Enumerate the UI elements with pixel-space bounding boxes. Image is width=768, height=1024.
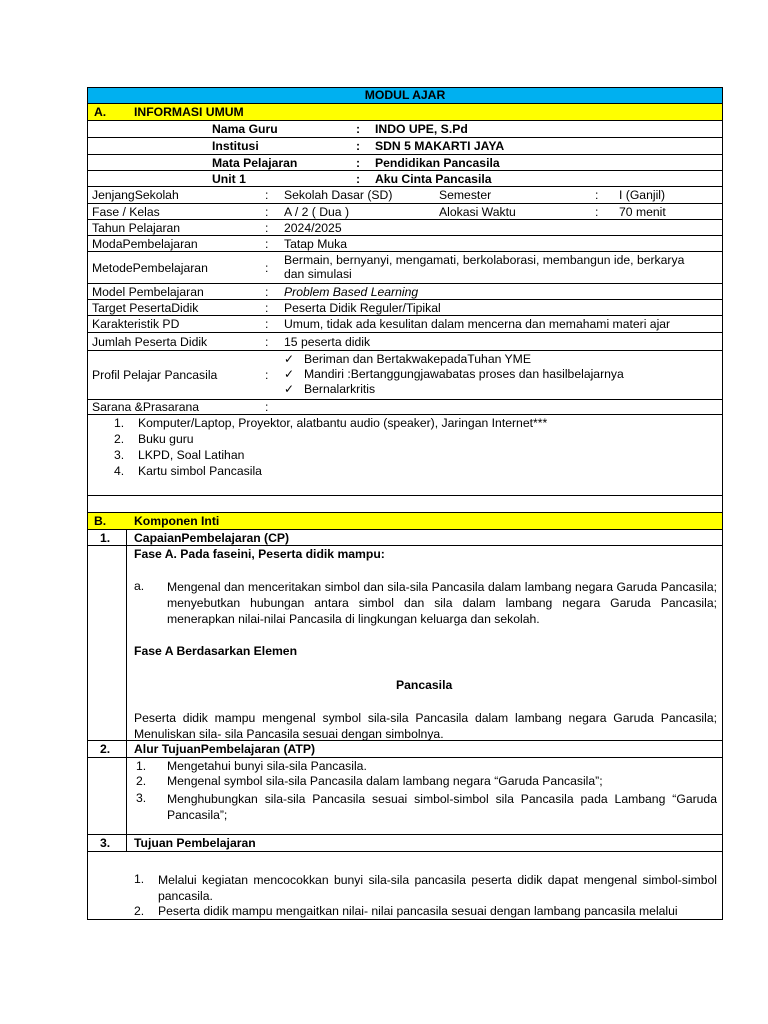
- ident-label: Mata Pelajaran: [212, 156, 298, 170]
- profil-item-text: Mandiri :Bertanggungjawabatas proses dan hasilbelajarnya: [304, 367, 624, 381]
- info-row-sarana: [88, 400, 722, 415]
- info-label: Tahun Pelajaran: [92, 221, 181, 235]
- profil-item: [284, 382, 375, 396]
- atp-item: Menghubungkan sila-sila Pancasila sesuai simbol-simbol sila Pancasila pada Lambang “Garuda Pancasila”;: [167, 792, 717, 822]
- info-label: JenjangSekolah: [92, 188, 179, 202]
- info-value: Problem Based Learning: [284, 285, 419, 299]
- tp-item: Melalui kegiatan mencocokkan bunyi sila-sila pancasila peserta didik dapat mengenal simbol-simbol pancasila.: [158, 873, 717, 903]
- atp-item: Mengenal symbol sila-sila Pancasila dalam lambang negara “Garuda Pancasila”;: [167, 774, 603, 788]
- info-label: Karakteristik PD: [92, 317, 180, 331]
- info-value: A / 2 ( Dua ): [284, 205, 350, 219]
- info-separator: :: [265, 400, 269, 414]
- info-label: Semester: [439, 188, 492, 202]
- info-separator: :: [265, 205, 269, 219]
- list-item: Buku guru: [138, 432, 194, 446]
- spacer-row: [88, 496, 722, 513]
- list-number: 2.: [114, 432, 125, 446]
- cp-elemen-name: Pancasila: [396, 678, 453, 692]
- info-label: MetodePembelajaran: [92, 261, 208, 275]
- list-number: 4.: [114, 464, 125, 478]
- ident-separator: :: [356, 156, 361, 170]
- cp-title: CapaianPembelajaran (CP): [134, 531, 290, 545]
- tp-number: 3.: [100, 836, 111, 850]
- info-row-metode: [88, 252, 722, 284]
- section-a-header: [88, 104, 722, 121]
- info-value: 2024/2025: [284, 221, 342, 235]
- info-value: Sekolah Dasar (SD): [284, 188, 393, 202]
- checkmark-icon: ✓: [284, 352, 295, 366]
- ident-label: Institusi: [212, 139, 259, 153]
- info-value: 70 menit: [619, 205, 666, 219]
- list-number: 2.: [134, 904, 145, 918]
- ident-value: Aku Cinta Pancasila: [375, 172, 492, 186]
- ident-label: Unit 1: [212, 172, 246, 186]
- info-separator: :: [265, 261, 269, 275]
- checkmark-icon: ✓: [284, 382, 295, 396]
- ident-separator: :: [356, 172, 361, 186]
- atp-heading-row: [88, 741, 722, 758]
- profil-item-text: Bernalarkritis: [304, 382, 376, 396]
- info-value: Tatap Muka: [284, 237, 348, 251]
- ident-row-mata-pelajaran: [88, 155, 722, 171]
- profil-item-text: Beriman dan BertakwakepadaTuhan YME: [304, 352, 531, 366]
- section-b-number: B.: [94, 514, 107, 528]
- info-separator: :: [265, 285, 269, 299]
- cp-fase-heading: Fase A. Pada faseini, Peserta didik mampu:: [134, 547, 385, 561]
- page-title: MODUL AJAR: [364, 88, 446, 102]
- atp-title: Alur TujuanPembelajaran (ATP): [134, 742, 316, 756]
- cp-item-letter: a.: [134, 579, 145, 593]
- cp-item-text: Mengenal dan menceritakan simbol dan sila-sila Pancasila dalam lambang negara Garuda Pancasila; menyebutkan hubungan antara simbol dan sila dalam lambang negara Garuda Pancasila; menerapkan nilai-nilai Pancasila di lingkungan keluarga dan sekolah.: [167, 580, 717, 626]
- info-separator: :: [265, 221, 269, 235]
- section-a-title: INFORMASI UMUM: [134, 105, 244, 119]
- cp-number: 1.: [100, 531, 111, 545]
- info-separator: :: [265, 237, 269, 251]
- ident-value: INDO UPE, S.Pd: [375, 122, 468, 136]
- cp-heading-row: [88, 530, 722, 546]
- cp-elemen-text: Peserta didik mampu mengenal symbol sila-sila Pancasila dalam lambang negara Garuda Pancasila; Menuliskan sila- sila Pancasila sesuai dengan simbolnya.: [134, 711, 717, 741]
- info-row-karakteristik: [88, 316, 722, 333]
- cp-content: [88, 546, 722, 741]
- info-row-moda: [88, 236, 722, 252]
- info-row-model: [88, 284, 722, 300]
- atp-item: Mengetahui bunyi sila-sila Pancasila.: [167, 759, 367, 773]
- info-value: 15 peserta didik: [284, 335, 371, 349]
- info-separator: :: [265, 188, 269, 202]
- info-row-target: [88, 300, 722, 316]
- ident-value: Pendidikan Pancasila: [375, 156, 500, 170]
- sarana-list: [88, 415, 722, 496]
- section-b-header: [88, 513, 722, 530]
- info-row-fase: [88, 204, 722, 220]
- info-label: Alokasi Waktu: [439, 205, 516, 219]
- ident-separator: :: [356, 122, 361, 136]
- section-a-number: A.: [94, 105, 107, 119]
- ident-row-nama-guru: [88, 121, 722, 138]
- ident-separator: :: [356, 139, 361, 153]
- info-label: Jumlah Peserta Didik: [92, 335, 208, 349]
- info-value-line-2: dan simulasi: [284, 267, 352, 281]
- info-value: Peserta Didik Reguler/Tipikal: [284, 301, 441, 315]
- profil-item: [284, 352, 531, 366]
- section-b-title: Komponen Inti: [134, 514, 220, 528]
- cp-elemen-heading: Fase A Berdasarkan Elemen: [134, 644, 298, 658]
- tp-title: Tujuan Pembelajaran: [134, 836, 256, 850]
- info-label: Target PesertaDidik: [92, 301, 199, 315]
- info-separator: :: [265, 368, 269, 382]
- checkmark-icon: ✓: [284, 367, 295, 381]
- info-value-line-1: Bermain, bernyanyi, mengamati, berkolaborasi, membangun ide, berkarya: [284, 253, 685, 267]
- list-number: 3.: [114, 448, 125, 462]
- list-item: LKPD, Soal Latihan: [138, 448, 245, 462]
- list-item: Kartu simbol Pancasila: [138, 464, 262, 478]
- info-row-jenjang: [88, 187, 722, 204]
- info-label: ModaPembelajaran: [92, 237, 198, 251]
- info-separator: :: [265, 335, 269, 349]
- list-number: 1.: [134, 872, 145, 886]
- ident-label: Nama Guru: [212, 122, 278, 136]
- info-label: Fase / Kelas: [92, 205, 160, 219]
- info-row-tahun: [88, 220, 722, 236]
- info-row-jumlah: [88, 333, 722, 351]
- list-number: 1.: [114, 416, 125, 430]
- list-number: 2.: [136, 774, 147, 788]
- info-label: Profil Pelajar Pancasila: [92, 368, 218, 382]
- profil-item: [284, 367, 624, 381]
- title-row: [88, 88, 722, 104]
- ident-value: SDN 5 MAKARTI JAYA: [375, 139, 505, 153]
- info-label: Sarana &Prasarana: [92, 400, 200, 414]
- info-label: Model Pembelajaran: [92, 285, 204, 299]
- tp-content: [88, 852, 722, 920]
- info-separator: :: [265, 301, 269, 315]
- list-number: 3.: [136, 791, 147, 805]
- tp-heading-row: [88, 835, 722, 852]
- ident-row-institusi: [88, 138, 722, 155]
- info-value: I (Ganjil): [619, 188, 666, 202]
- tp-item: Peserta didik mampu mengaitkan nilai- nilai pancasila sesuai dengan lambang pancasila melalui: [158, 904, 678, 918]
- info-separator: :: [595, 205, 599, 219]
- info-value: Umum, tidak ada kesulitan dalam mencerna dan memahami materi ajar: [284, 317, 671, 331]
- list-item: Komputer/Laptop, Proyektor, alatbantu audio (speaker), Jaringan Internet***: [138, 416, 548, 430]
- atp-content: [88, 758, 722, 835]
- info-separator: :: [265, 317, 269, 331]
- atp-number: 2.: [100, 742, 111, 756]
- info-separator: :: [595, 188, 599, 202]
- info-row-profil: [88, 351, 722, 400]
- modul-ajar-document: [87, 87, 723, 920]
- ident-row-unit: [88, 171, 722, 187]
- list-number: 1.: [136, 759, 147, 773]
